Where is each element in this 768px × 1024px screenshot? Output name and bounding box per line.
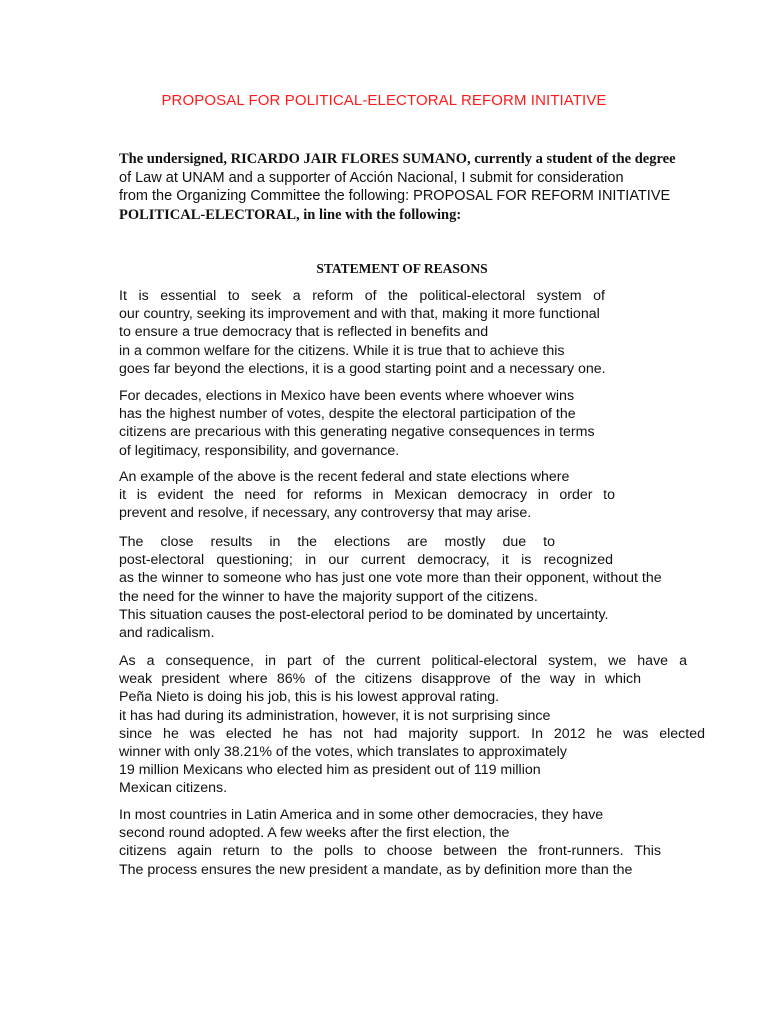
paragraph-line: goes far beyond the elections, it is a good starting point and a necessary one. — [119, 360, 606, 377]
paragraph-line: prevent and resolve, if necessary, any controversy that may arise. — [119, 505, 532, 522]
paragraph-line: of legitimacy, responsibility, and governance. — [119, 442, 400, 459]
section-heading: STATEMENT OF REASONS — [316, 261, 488, 276]
intro-line-3: from the Organizing Committee the following: PROPOSAL FOR REFORM INITIATIVE — [119, 188, 671, 204]
paragraph-line: winner with only 38.21% of the votes, which translates to approximately — [119, 744, 567, 761]
paragraph-line: post-electoral questioning; in our current democracy, it is recognized — [119, 552, 613, 569]
intro-line-2: of Law at UNAM and a supporter of Acción Nacional, I submit for consideration — [119, 169, 624, 186]
paragraph-line: as the winner to someone who has just one vote more than their opponent, without the — [119, 570, 662, 587]
paragraph-line: As a consequence, in part of the current political-electoral system, we have a — [119, 653, 687, 669]
paragraph-3 — [119, 468, 707, 523]
paragraph-line: Mexican citizens. — [119, 780, 228, 797]
paragraph-6 — [119, 806, 707, 879]
paragraph-line: The close results in the elections are mostly due to — [119, 534, 555, 550]
paragraph-5 — [119, 652, 707, 798]
paragraph-line: has the highest number of votes, despite the electoral participation of the — [119, 406, 576, 423]
intro-paragraph — [119, 150, 739, 224]
document-title: PROPOSAL FOR POLITICAL-ELECTORAL REFORM INITIATIVE — [161, 92, 607, 109]
intro-line-4: POLITICAL-ELECTORAL, in line with the following: — [119, 206, 462, 223]
paragraph-line: the need for the winner to have the majority support of the citizens. — [119, 588, 538, 605]
paragraph-line: our country, seeking its improvement and with that, making it more functional — [119, 306, 600, 323]
intro-line — [119, 150, 739, 169]
paragraph-line: 19 million Mexicans who elected him as president out of 119 million — [119, 762, 541, 779]
paragraph-line: For decades, elections in Mexico have been events where whoever wins — [119, 388, 575, 404]
paragraph-line: The process ensures the new president a mandate, as by definition more than the — [119, 861, 633, 878]
paragraph-line: since he was elected he has not had majority support. In 2012 he was elected — [119, 725, 705, 742]
paragraph-1 — [119, 287, 707, 378]
paragraph-line: citizens are precarious with this generating negative consequences in terms — [119, 424, 595, 441]
paragraph-line: Peña Nieto is doing his job, this is his lowest approval rating. — [119, 689, 500, 706]
paragraph-line: citizens again return to the polls to choose between the front-runners. This — [119, 843, 661, 860]
paragraph-line: This situation causes the post-electoral period to be dominated by uncertainty. — [119, 606, 609, 623]
paragraph-line: it has had during its administration, however, it is not surprising since — [119, 707, 551, 724]
paragraph-line: in a common welfare for the citizens. While it is true that to achieve this — [119, 342, 565, 359]
intro-line-1: The undersigned, RICARDO JAIR FLORES SUMANO, currently a student of the degree — [119, 151, 676, 167]
paragraph-2 — [119, 387, 707, 460]
paragraph-line: weak president where 86% of the citizens disapprove of the way in which — [119, 671, 641, 688]
paragraph-line: second round adopted. A few weeks after the first election, the — [119, 825, 510, 842]
paragraph-line: An example of the above is the recent federal and state elections where — [119, 469, 570, 485]
paragraph-line: it is evident the need for reforms in Mexican democracy in order to — [119, 487, 615, 504]
paragraph-4 — [119, 533, 707, 642]
paragraph-line: to ensure a true democracy that is reflected in benefits and — [119, 324, 489, 341]
paragraph-line: In most countries in Latin America and in some other democracies, they have — [119, 807, 604, 823]
paragraph-line: and radicalism. — [119, 625, 215, 642]
paragraph-line: It is essential to seek a reform of the political-electoral system of — [119, 288, 605, 304]
